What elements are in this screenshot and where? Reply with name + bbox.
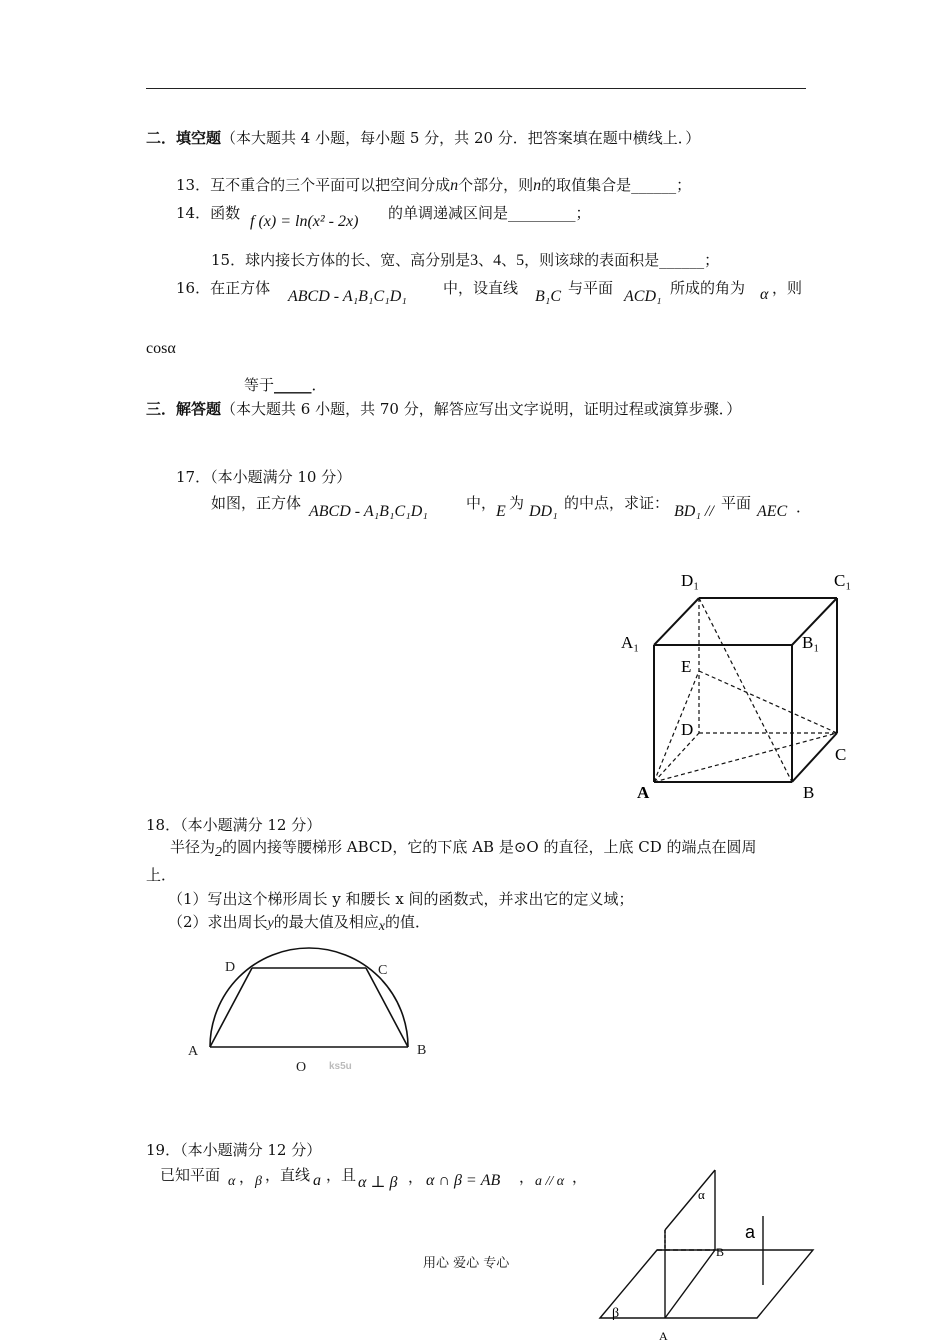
- q19-beta: β: [255, 1174, 262, 1189]
- q14-text: 14．函数: [176, 204, 241, 222]
- trapezoid-figure: [180, 950, 440, 1080]
- label-a1: A₁: [621, 633, 640, 652]
- label-o: O: [296, 1060, 307, 1075]
- q16-cos: cosα: [146, 340, 176, 357]
- label-d: D: [681, 720, 694, 739]
- q19-parallel: a // α: [535, 1174, 565, 1189]
- q14-answer-blank: _________: [508, 204, 576, 222]
- label-c: C: [378, 963, 388, 978]
- label-alpha: α: [698, 1187, 705, 1202]
- q17-bd1: BD₁ //: [674, 503, 714, 520]
- q18-title: 18．（本小题满分 12 分）: [146, 816, 322, 834]
- q18-var-x: x: [378, 919, 385, 934]
- q16-text: 16．在正方体: [176, 279, 271, 297]
- label-a: A: [659, 1329, 668, 1343]
- q16-line: B₁C: [535, 288, 562, 305]
- section-2-note: （本大题共 4 小题，每小题 5 分，共 20 分．把答案填在题中横线上．）: [221, 129, 701, 147]
- q18-part2: [168, 911, 430, 932]
- q19-perpendicular: α ⊥ β: [358, 1174, 398, 1191]
- label-a-line: a: [745, 1222, 756, 1242]
- q19-alpha: α: [228, 1174, 236, 1189]
- label-a: A: [637, 783, 650, 802]
- q17-text: 中，: [466, 494, 497, 512]
- q19-text: ，且: [326, 1166, 357, 1184]
- q19-text: ，: [572, 1168, 588, 1186]
- label-b1: B₁: [802, 633, 820, 652]
- q14-text: ；: [575, 204, 591, 222]
- q18-text: 的最大值及相应: [273, 913, 379, 931]
- q19-intersection: α ∩ β = AB: [426, 1172, 501, 1189]
- q19-text: ，: [408, 1168, 424, 1186]
- question-14: [176, 202, 240, 223]
- watermark-ks5u: ks5u: [329, 1061, 352, 1072]
- label-b: B: [803, 783, 815, 802]
- q16-text: 所成的角为: [670, 279, 746, 297]
- q19-line-a: a: [313, 1172, 321, 1189]
- q15-text: ，则该球的表面积是: [524, 251, 660, 269]
- label-b: B: [417, 1043, 427, 1058]
- q16-text: ．: [311, 376, 327, 394]
- q15-length: 3: [470, 252, 479, 269]
- q14-text: 的单调递减区间是: [388, 204, 509, 222]
- page-footer: 用心 爱心 专心: [423, 1256, 510, 1271]
- q15-width: 4: [493, 252, 502, 269]
- q13-text: ；: [676, 176, 692, 194]
- q17-cube: ABCD - A₁B₁C₁D₁: [309, 503, 428, 520]
- q16-cube: ABCD - A₁B₁C₁D₁: [288, 288, 407, 305]
- q16-tail: [244, 374, 327, 395]
- q19-text: ，: [239, 1168, 255, 1186]
- q19-text: ，直线: [265, 1166, 311, 1184]
- label-d: D: [225, 960, 236, 975]
- q13-var-n: n: [533, 177, 542, 194]
- label-a: A: [188, 1044, 199, 1059]
- q18-line2: 上．: [146, 866, 177, 884]
- label-c1: C₁: [834, 571, 852, 590]
- q17-text: 的中点，求证：: [564, 494, 670, 512]
- q13-answer-blank: ______: [631, 176, 677, 194]
- q18-var-y: y: [267, 916, 274, 931]
- q16-answer-blank: _____: [274, 376, 312, 394]
- q14-formula: f (x) = ln(x² - 2x): [250, 213, 359, 230]
- q15-height: 5: [516, 252, 525, 269]
- q15-answer-blank: ______: [659, 251, 705, 269]
- section-3-note: （本大题共 6 小题，共 70 分，解答应写出文字说明，证明过程或演算步骤．）: [221, 400, 742, 418]
- q19-title: 19．（本小题满分 12 分）: [146, 1141, 322, 1159]
- q14-rest: [388, 202, 591, 223]
- label-beta: β: [612, 1306, 620, 1321]
- q13-text: 个部分，则: [458, 176, 534, 194]
- label-e: E: [681, 657, 692, 676]
- label-d1: D₁: [681, 571, 700, 590]
- q15-text: 、: [478, 251, 494, 269]
- section-3-heading: [146, 398, 741, 419]
- q16-plane: ACD₁: [624, 288, 662, 305]
- section-3-title: 三．解答题: [146, 400, 222, 418]
- q18-text: 的圆内接等腰梯形 ABCD，它的下底 AB 是⊙O 的直径，上底 CD 的端点在圆周: [222, 838, 757, 856]
- header-rule: [146, 88, 806, 89]
- q17-text: 平面: [721, 494, 752, 512]
- q18-text: 的值．: [385, 913, 431, 931]
- q17-text: 为: [509, 494, 525, 512]
- q13-text: 的取值集合是: [541, 176, 632, 194]
- q18-part1: （1）写出这个梯形周长 y 和腰长 x 间的函数式，并求出它的定义域；: [168, 890, 634, 908]
- q16-alpha: α: [760, 286, 769, 303]
- q16-text: ，则: [772, 279, 803, 297]
- q15-text: 15．球内接长方体的长、宽、高分别是: [211, 251, 471, 269]
- q15-text: ；: [704, 251, 720, 269]
- question-13: [176, 174, 691, 195]
- q18-line1: [170, 836, 757, 860]
- q15-text: 、: [501, 251, 517, 269]
- q17-segment-dd1: DD₁: [529, 503, 558, 520]
- q17-title: 17．（本小题满分 10 分）: [176, 468, 352, 486]
- q17-text: 如图，正方体: [211, 494, 302, 512]
- section-2-heading: [146, 127, 700, 148]
- label-b: B: [716, 1245, 725, 1259]
- label-c: C: [835, 745, 847, 764]
- q19-text: 已知平面: [160, 1166, 221, 1184]
- q13-text: 13．互不重合的三个平面可以把空间分成: [176, 176, 451, 194]
- q18-text: 半径为: [170, 838, 216, 856]
- section-2-title: 二．填空题: [146, 129, 222, 147]
- planes-figure: [595, 1160, 820, 1344]
- q13-var-n: n: [450, 177, 459, 194]
- q17-plane-aec: AEC: [757, 503, 788, 520]
- q19-text: ，: [519, 1168, 535, 1186]
- cube-figure: [610, 565, 870, 805]
- q16-text: 等于: [244, 376, 275, 394]
- q17-point-e: E: [496, 503, 506, 520]
- q17-text: ．: [796, 498, 812, 516]
- question-15: [211, 249, 719, 270]
- q18-text: （2）求出周长: [168, 913, 268, 931]
- q16-text: 中，设直线: [443, 279, 519, 297]
- q16-text: 与平面: [568, 279, 614, 297]
- q18-radius: 2: [215, 845, 223, 860]
